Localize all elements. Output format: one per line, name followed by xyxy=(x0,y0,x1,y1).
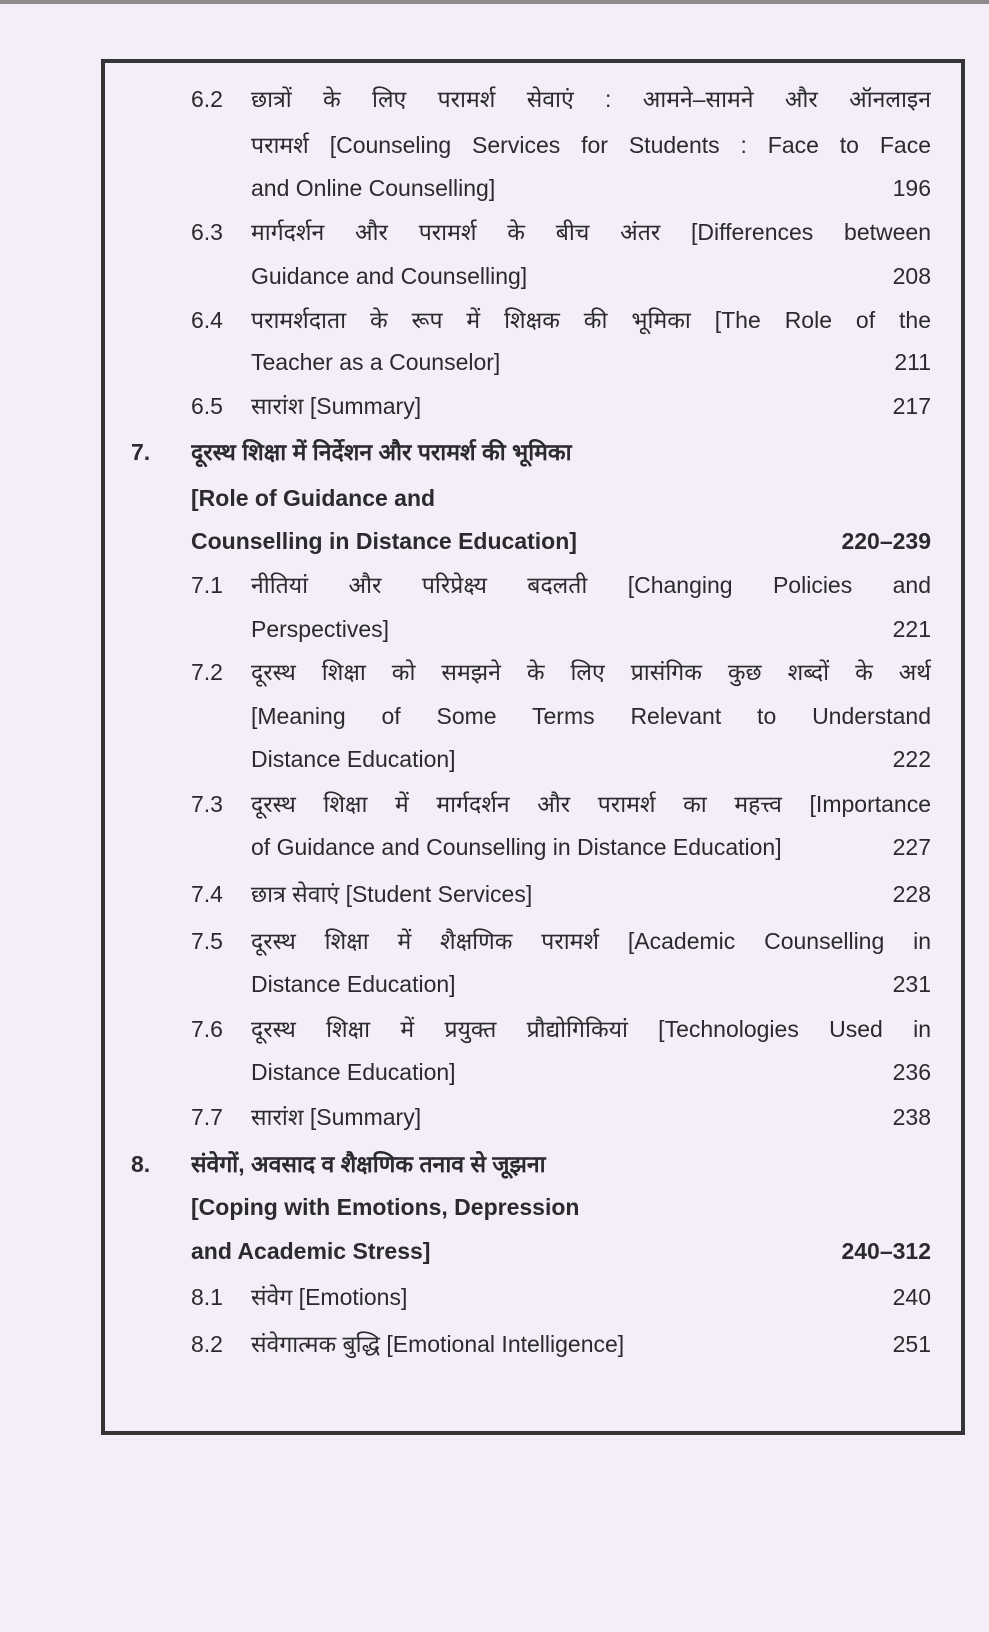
entry-title-line: सारांश [Summary] xyxy=(251,1104,422,1130)
entry-title-line: परामर्शदाता के रूप में शिक्षक की भूमिका [The Role of the xyxy=(251,307,931,333)
entry-page-number: 251 xyxy=(887,1324,931,1364)
toc-entry-6-2 xyxy=(105,79,961,119)
chapter-title-line: संवेगों, अवसाद व शैक्षणिक तनाव से जूझना xyxy=(191,1151,546,1177)
entry-title-line: Teacher as a Counselor] xyxy=(251,349,501,375)
entry-number: 7.2 xyxy=(191,659,223,685)
toc-entry-7-3-line-2 xyxy=(105,827,961,867)
entry-number: 7.1 xyxy=(191,572,223,598)
entry-page-number: 222 xyxy=(887,739,931,779)
entry-page-number: 228 xyxy=(887,874,931,914)
toc-entry-7-1 xyxy=(105,565,961,605)
toc-entry-7-4 xyxy=(105,874,961,914)
entry-page-number: 231 xyxy=(887,964,931,1004)
toc-chapter-8-line-2 xyxy=(105,1187,961,1227)
entry-title-line: दूरस्थ शिक्षा में मार्गदर्शन और परामर्श का महत्त्व [Importance xyxy=(251,791,931,817)
entry-title-line: and Online Counselling] xyxy=(251,175,496,201)
entry-number: 6.5 xyxy=(191,393,223,419)
entry-number: 6.4 xyxy=(191,307,223,333)
entry-page-number: 227 xyxy=(887,827,931,867)
toc-entry-7-3 xyxy=(105,784,961,824)
entry-number: 6.3 xyxy=(191,219,223,245)
toc-entry-8-2 xyxy=(105,1324,961,1364)
entry-page-number: 238 xyxy=(887,1097,931,1137)
entry-title-line: परामर्श [Counseling Services for Students : Face to Face xyxy=(251,132,931,158)
entry-number: 7.4 xyxy=(191,881,223,907)
entry-number: 6.2 xyxy=(191,86,223,112)
entry-page-number: 221 xyxy=(887,609,931,649)
toc-entry-7-2 xyxy=(105,652,961,692)
entry-number: 7.7 xyxy=(191,1104,223,1130)
entry-title-line: मार्गदर्शन और परामर्श के बीच अंतर [Differences between xyxy=(251,219,931,245)
chapter-page-range: 240–312 xyxy=(835,1231,931,1271)
chapter-title-line: and Academic Stress] xyxy=(191,1238,431,1264)
toc-entry-6-4-line-2 xyxy=(105,342,961,382)
entry-title-line: दूरस्थ शिक्षा में शैक्षणिक परामर्श [Academic Counselling in xyxy=(251,928,931,954)
toc-chapter-7 xyxy=(105,432,961,472)
toc-entry-7-2-line-3 xyxy=(105,739,961,779)
entry-title-line: नीतियां और परिप्रेक्ष्य बदलती [Changing Policies and xyxy=(251,572,931,598)
entry-title-line: दूरस्थ शिक्षा को समझने के लिए प्रासंगिक कुछ शब्दों के अर्थ xyxy=(251,659,931,685)
toc-chapter-7-line-2 xyxy=(105,478,961,518)
entry-page-number: 196 xyxy=(887,168,931,208)
entry-title-line: Guidance and Counselling] xyxy=(251,263,528,289)
toc-chapter-8 xyxy=(105,1144,961,1184)
entry-page-number: 217 xyxy=(887,386,931,426)
entry-title-line: सारांश [Summary] xyxy=(251,393,422,419)
toc-chapter-7-line-3 xyxy=(105,521,961,561)
entry-page-number: 236 xyxy=(887,1052,931,1092)
toc-entry-7-6 xyxy=(105,1009,961,1049)
toc-entry-7-7 xyxy=(105,1097,961,1137)
toc-entry-6-3 xyxy=(105,212,961,252)
chapter-title-line: [Role of Guidance and xyxy=(191,485,436,511)
chapter-number: 8. xyxy=(131,1151,151,1177)
toc-entry-6-2-line-3 xyxy=(105,168,961,208)
toc-entry-6-5 xyxy=(105,386,961,426)
entry-page-number: 211 xyxy=(888,342,931,382)
entry-number: 8.2 xyxy=(191,1331,223,1357)
entry-title-line: Perspectives] xyxy=(251,616,390,642)
toc-entry-7-1-line-2 xyxy=(105,609,961,649)
entry-title-line: Distance Education] xyxy=(251,971,456,997)
entry-title-line: संवेग [Emotions] xyxy=(251,1284,408,1310)
table-of-contents-box xyxy=(101,59,965,1435)
entry-title-line: Distance Education] xyxy=(251,746,456,772)
toc-entry-7-5 xyxy=(105,921,961,961)
entry-number: 7.5 xyxy=(191,928,223,954)
entry-title-line: [Meaning of Some Terms Relevant to Understand xyxy=(251,703,931,729)
entry-title-line: Distance Education] xyxy=(251,1059,456,1085)
page-top-edge xyxy=(0,0,989,4)
entry-number: 7.6 xyxy=(191,1016,223,1042)
entry-title-line: दूरस्थ शिक्षा में प्रयुक्त प्रौद्योगिकियां [Technologies Used in xyxy=(251,1016,931,1042)
entry-title-line: of Guidance and Counselling in Distance Education] xyxy=(251,834,782,860)
entry-page-number: 240 xyxy=(887,1277,931,1317)
entry-page-number: 208 xyxy=(887,256,931,296)
chapter-page-range: 220–239 xyxy=(835,521,931,561)
entry-title-line: छात्र सेवाएं [Student Services] xyxy=(251,881,533,907)
toc-entry-8-1 xyxy=(105,1277,961,1317)
toc-entry-7-6-line-2 xyxy=(105,1052,961,1092)
toc-entry-7-2-line-2 xyxy=(105,696,961,736)
entry-title-line: संवेगात्मक बुद्धि [Emotional Intelligence] xyxy=(251,1331,625,1357)
toc-chapter-8-line-3 xyxy=(105,1231,961,1271)
chapter-title-line: दूरस्थ शिक्षा में निर्देशन और परामर्श की भूमिका xyxy=(191,439,572,465)
chapter-title-line: [Coping with Emotions, Depression xyxy=(191,1194,580,1220)
toc-entry-6-3-line-2 xyxy=(105,256,961,296)
toc-entry-6-2-line-2 xyxy=(105,125,961,165)
toc-entry-6-4 xyxy=(105,300,961,340)
entry-number: 8.1 xyxy=(191,1284,223,1310)
entry-number: 7.3 xyxy=(191,791,223,817)
chapter-number: 7. xyxy=(131,439,151,465)
entry-title-line: छात्रों के लिए परामर्श सेवाएं : आमने–सामने और ऑनलाइन xyxy=(251,86,931,112)
toc-entry-7-5-line-2 xyxy=(105,964,961,1004)
chapter-title-line: Counselling in Distance Education] xyxy=(191,528,577,554)
